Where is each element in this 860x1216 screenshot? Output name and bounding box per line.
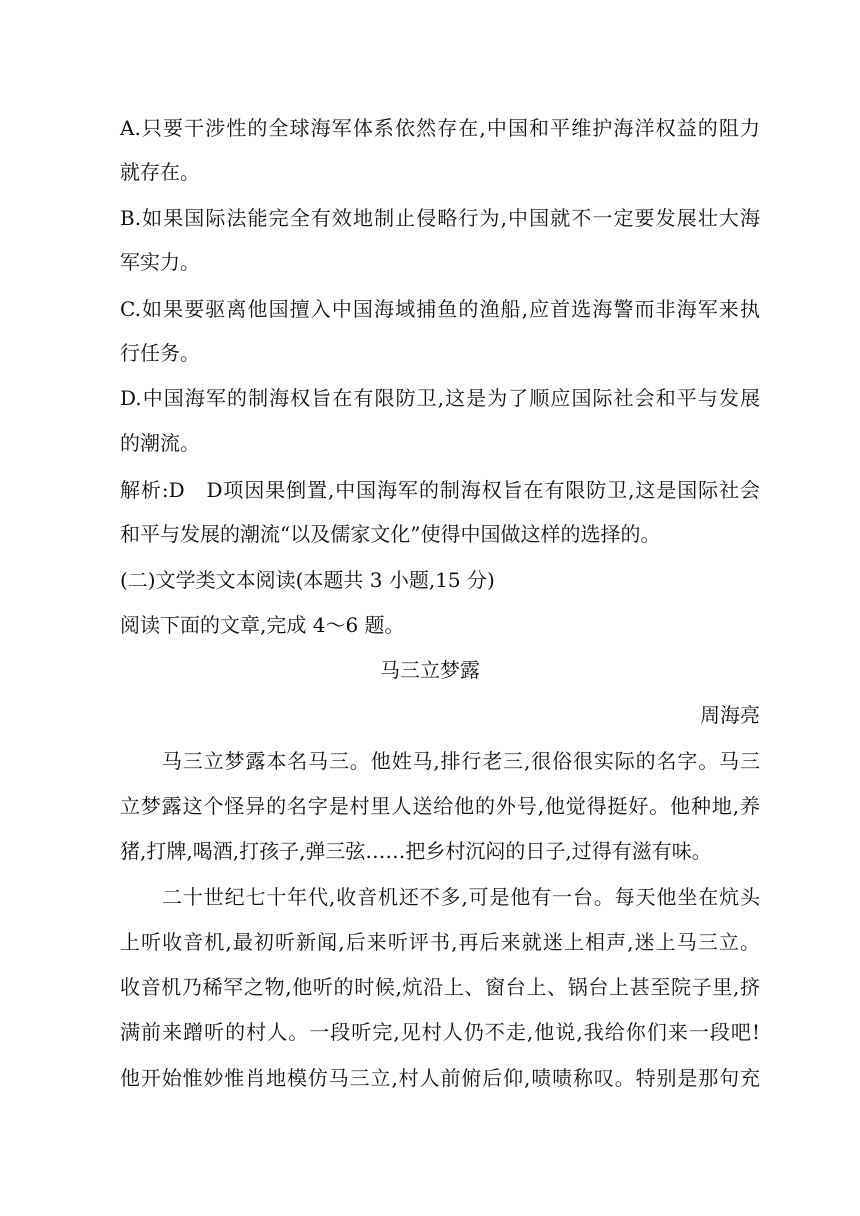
paragraph-2-line-5: 他开始惟妙惟肖地模仿马三立,村人前俯后仰,啧啧称叹。特别是那句充 [120, 1066, 760, 1090]
paragraph-2-line-2: 上听收音机,最初听新闻,后来听评书,再后来就迷上相声,迷上马三立。 [120, 930, 760, 954]
option-c-line-2: 行任务。 [120, 341, 200, 365]
analysis-line-2: 和平与发展的潮流“以及儒家文化”使得中国做这样的选择的。 [120, 522, 661, 546]
paragraph-1-line-2: 立梦露这个怪异的名字是村里人送给他的外号,他觉得挺好。他种地,养 [120, 794, 760, 818]
analysis-line-1: 解析:D D项因果倒置,中国海军的制海权旨在有限防卫,这是国际社会 [120, 478, 760, 502]
option-a-line-1: A.只要干涉性的全球海军体系依然存在,中国和平维护海洋权益的阻力 [120, 116, 760, 140]
paragraph-2-line-4: 满前来蹭听的村人。一段听完,见村人仍不走,他说,我给你们来一段吧! [120, 1020, 760, 1044]
paragraph-1-line-1: 马三立梦露本名马三。他姓马,排行老三,很俗很实际的名字。马三 [162, 749, 760, 773]
article-author: 周海亮 [700, 703, 760, 727]
paragraph-1-line-3: 猪,打牌,喝酒,打孩子,弹三弦……把乡村沉闷的日子,过得有滋有味。 [120, 839, 712, 863]
option-d-line-2: 的潮流。 [120, 431, 200, 455]
option-d-line-1: D.中国海军的制海权旨在有限防卫,这是为了顺应国际社会和平与发展 [120, 386, 760, 410]
option-c-line-1: C.如果要驱离他国擅入中国海域捕鱼的渔船,应首选海警而非海军来执 [120, 297, 760, 321]
option-a-line-2: 就存在。 [120, 160, 200, 184]
option-b-line-1: B.如果国际法能完全有效地制止侵略行为,中国就不一定要发展壮大海 [120, 206, 760, 230]
section-instruction: 阅读下面的文章,完成 4～6 题。 [120, 613, 405, 637]
option-b-line-2: 军实力。 [120, 250, 200, 274]
paragraph-2-line-1: 二十世纪七十年代,收音机还不多,可是他有一台。每天他坐在炕头 [162, 885, 760, 909]
article-title: 马三立梦露 [380, 658, 480, 682]
paragraph-2-line-3: 收音机乃稀罕之物,他听的时候,炕沿上、窗台上、锅台上甚至院子里,挤 [120, 975, 760, 999]
section-heading: (二)文学类文本阅读(本题共 3 小题,15 分) [120, 568, 495, 592]
